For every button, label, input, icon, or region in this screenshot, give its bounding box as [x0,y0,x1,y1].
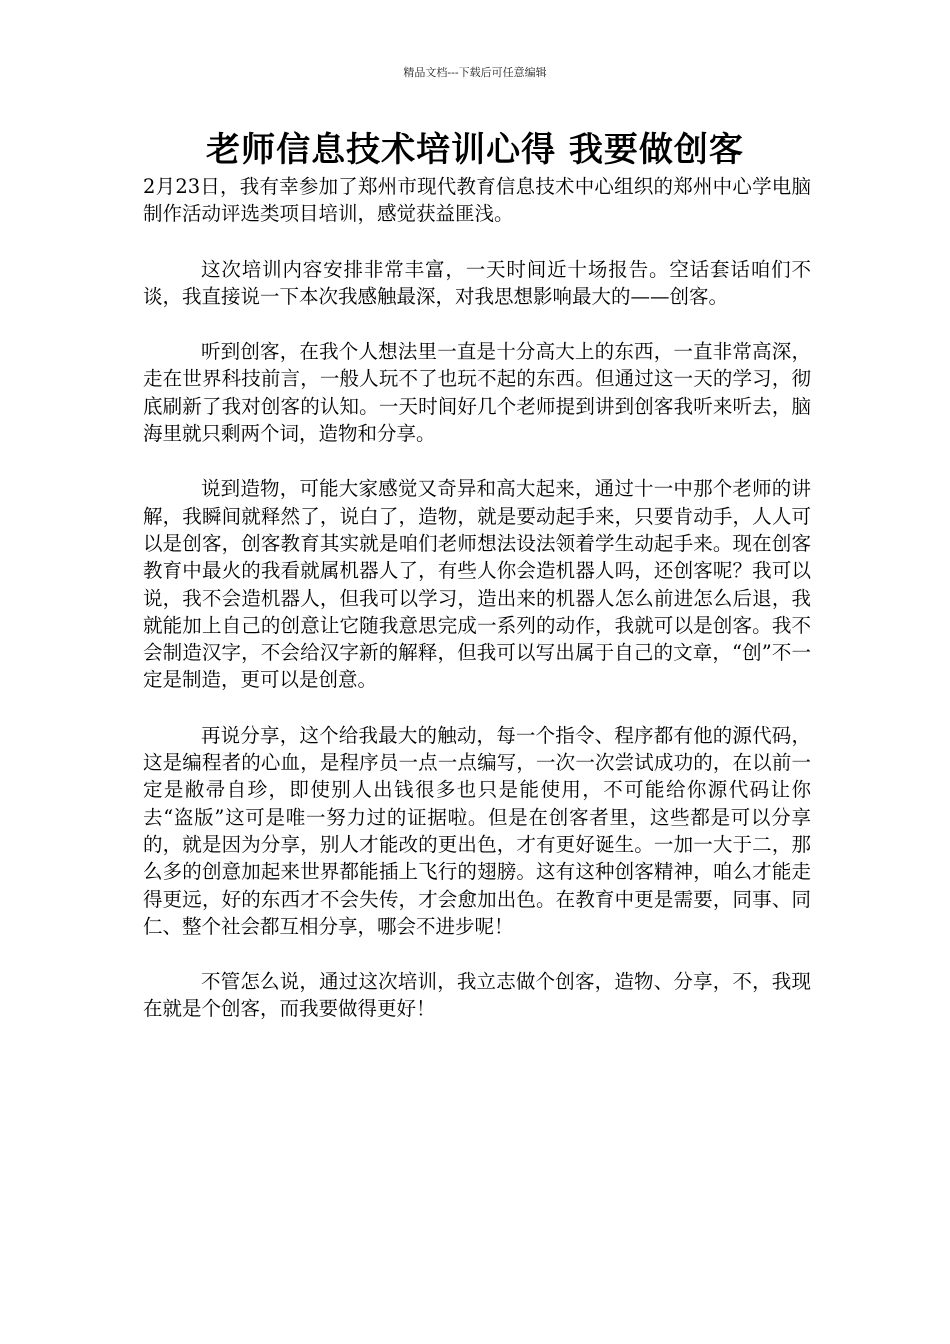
paragraph-3: 听到创客，在我个人想法里一直是十分高大上的东西，一直非常高深，走在世界科技前言，一般人玩不了也玩不起的东西。但通过这一天的学习，彻底刷新了我对创客的认知。一天时间好几个老师提到讲到创客我听来听去，脑海里就只剩两个词，造物和分享。 [143,340,811,446]
paragraph-1: 2月23日，我有幸参加了郑州市现代教育信息技术中心组织的郑州中心学电脑制作活动评选类项目培训，感觉获益匪浅。 [143,175,811,226]
paragraph-4: 说到造物，可能大家感觉又奇异和高大起来，通过十一中那个老师的讲解，我瞬间就释然了，说白了，造物，就是要动起手来，只要肯动手，人人可以是创客，创客教育其实就是咱们老师想法设法领着学生动起手来。现在创客教育中最火的我看就属机器人了，有些人你会造机器人吗，还创客呢？我可以说，我不会造机器人，但我可以学习，造出来的机器人怎么前进怎么后退，我就能加上自己的创意让它随我意思完成一系列的动作，我就可以是创客。我不会制造汉字，不会给汉字新的解释，但我可以写出属于自己的文章，“创”不一定是制造，更可以是创意。 [143,477,811,692]
paragraph-2: 这次培训内容安排非常丰富，一天时间近十场报告。空话套话咱们不谈，我直接说一下本次我感触最深，对我思想影响最大的——创客。 [143,257,811,308]
document-body [143,173,811,1051]
header-note: 精品文档---下载后可任意编辑 [403,66,547,79]
document-title: 老师信息技术培训心得 我要做创客 [206,130,744,170]
paragraph-5: 再说分享，这个给我最大的触动，每一个指令、程序都有他的源代码，这是编程者的心血，是程序员一点一点编写，一次一次尝试成功的，在以前一定是敝帚自珍，即使别人出钱很多也只是能使用，不可能给你源代码让你去“盗版”这可是唯一努力过的证据啦。但是在创客者里，这些都是可以分享的，就是因为分享，别人才能改的更出色，才有更好诞生。一加一大于二，那么多的创意加起来世界都能插上飞行的翅膀。这有这种创客精神，咱么才能走得更远，好的东西才不会失传，才会愈加出色。在教育中更是需要，同事、同仁、整个社会都互相分享，哪会不进步呢！ [143,723,811,938]
paragraph-6: 不管怎么说，通过这次培训，我立志做个创客，造物、分享，不，我现在就是个创客，而我要做得更好！ [143,970,811,1021]
